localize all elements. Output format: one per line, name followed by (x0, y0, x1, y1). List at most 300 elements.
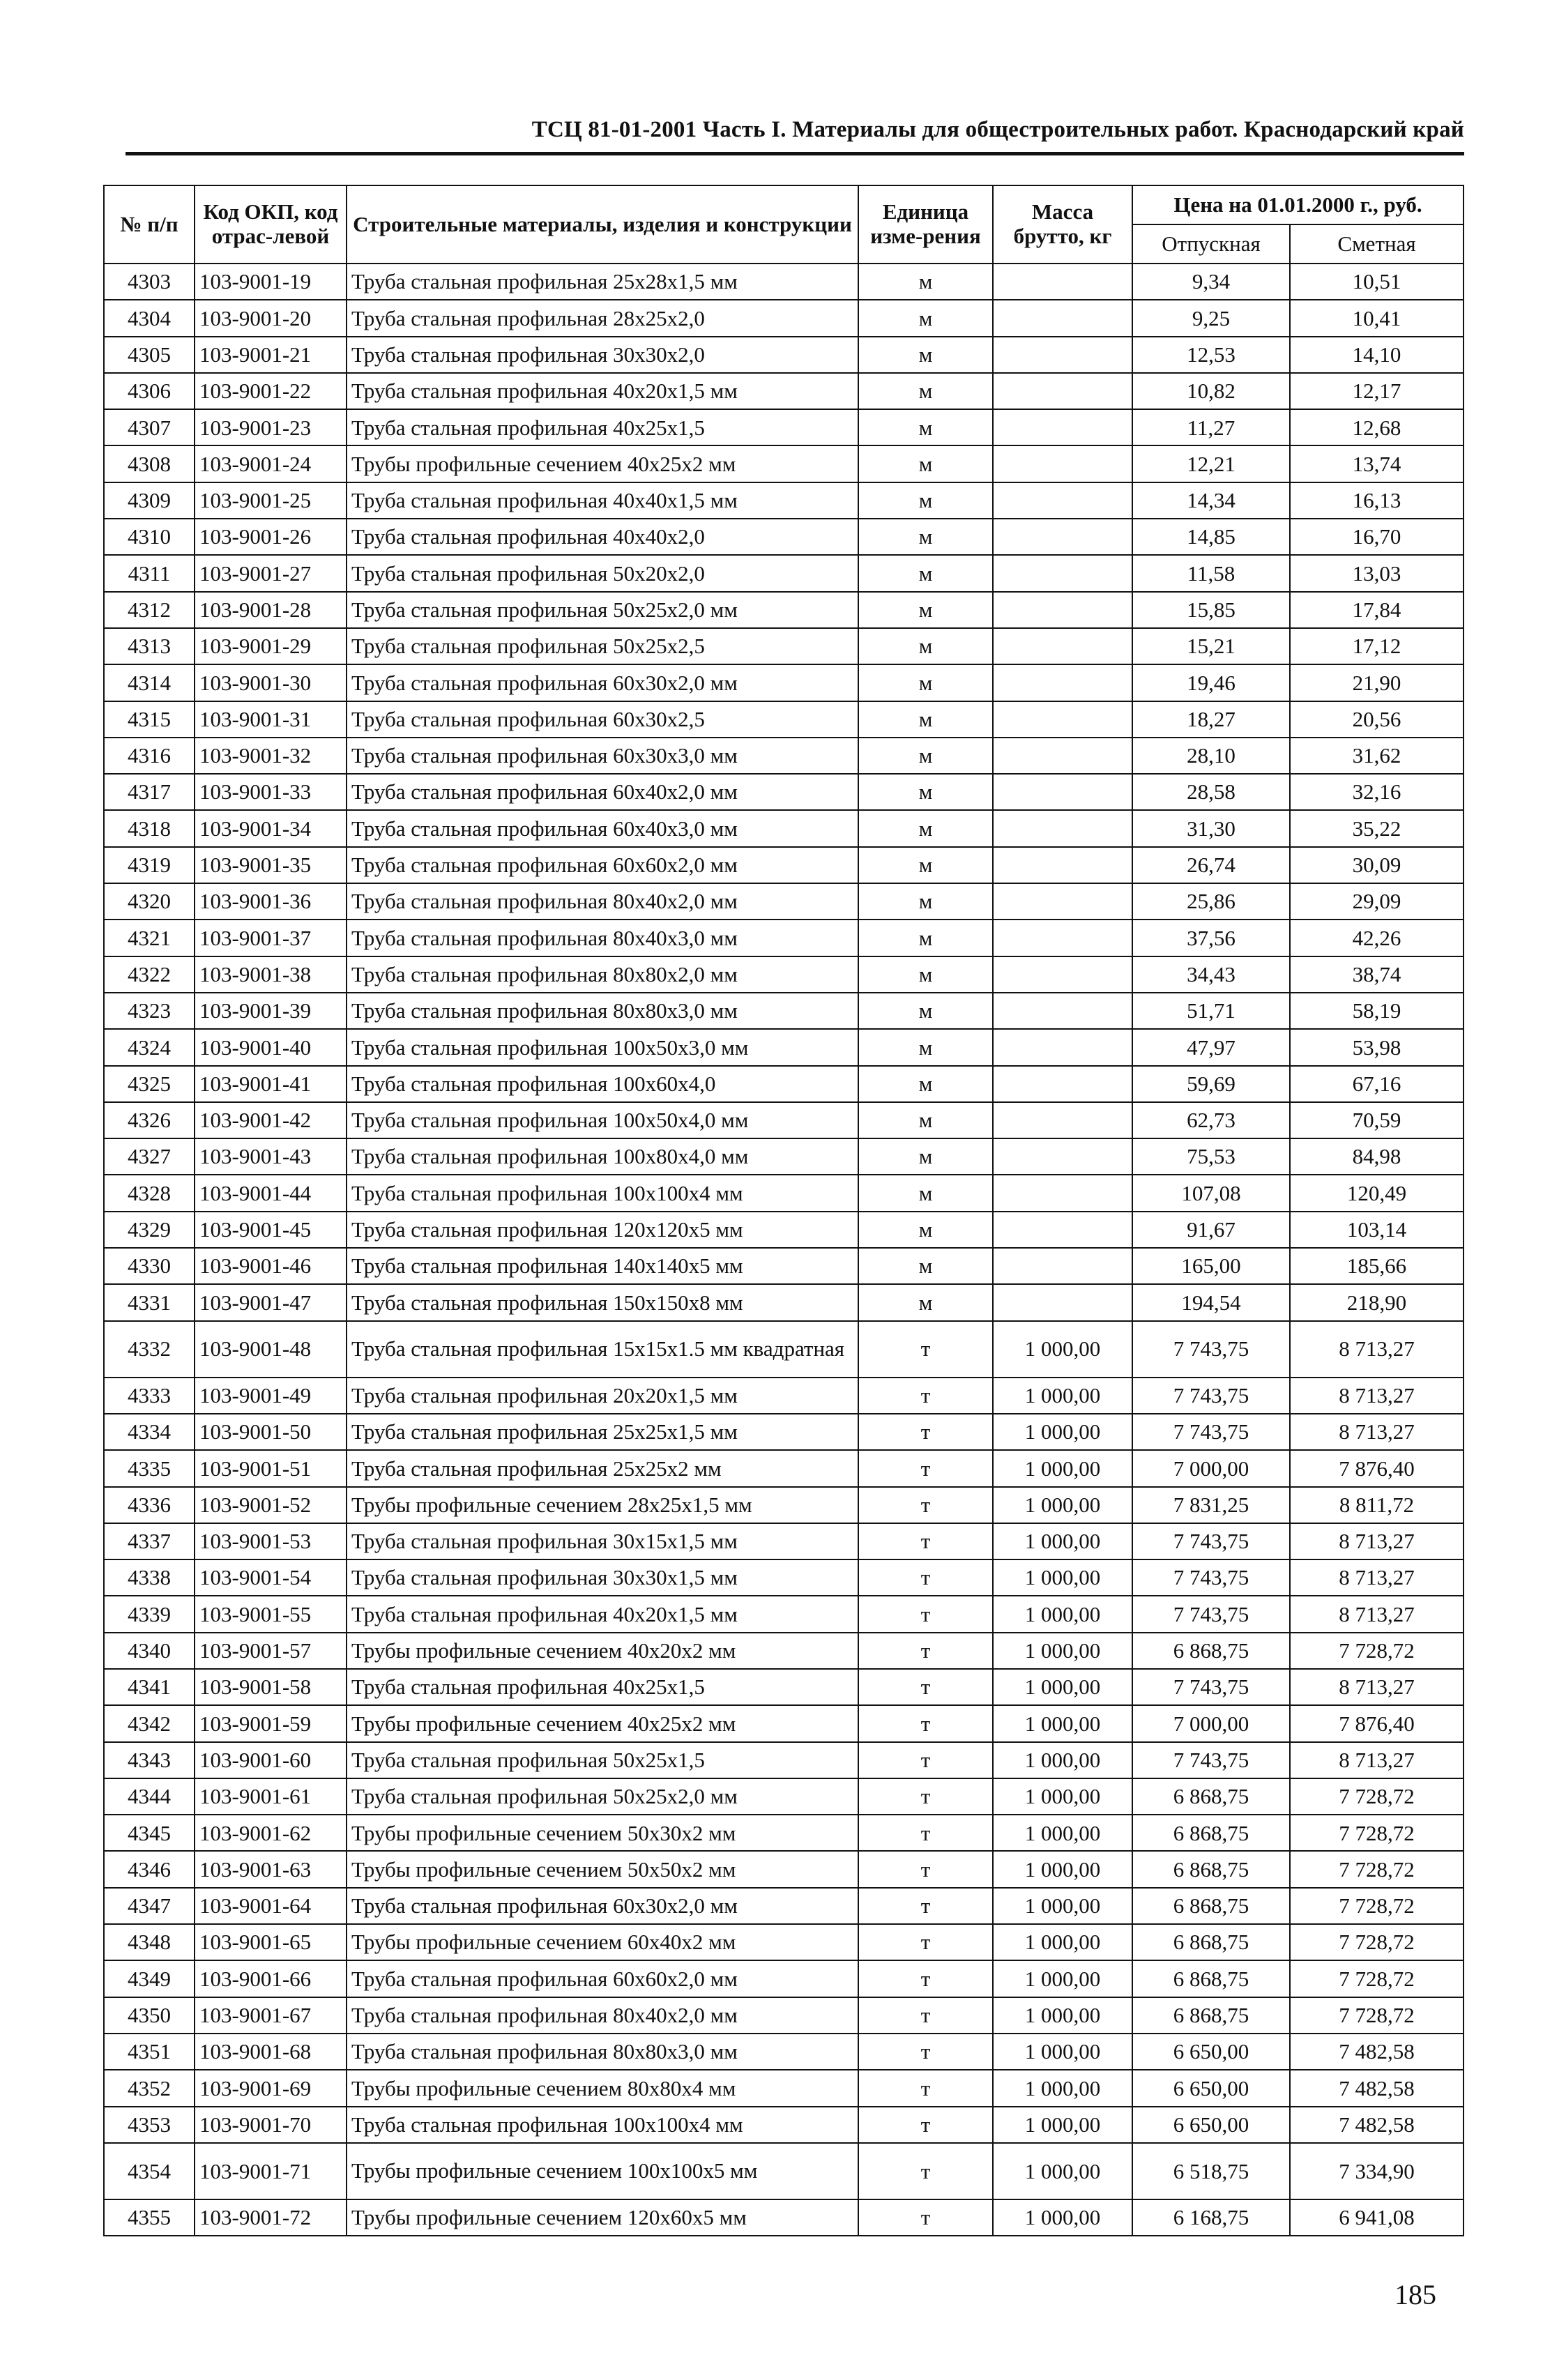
table-row (104, 628, 1464, 664)
price-table (103, 185, 1464, 2236)
cell-sell-price: 6 868,75 (1132, 1960, 1290, 1997)
cell-mass: 1 000,00 (993, 2143, 1132, 2199)
cell-code: 103-9001-61 (195, 1778, 347, 1815)
table-row (104, 1284, 1464, 1320)
cell-name: Труба стальная профильная 15х15х1.5 мм квадратная (347, 1321, 858, 1378)
cell-unit: м (858, 445, 993, 482)
cell-unit: м (858, 738, 993, 774)
cell-sell-price: 14,85 (1132, 519, 1290, 555)
cell-mass: 1 000,00 (993, 1742, 1132, 1778)
cell-num: 4332 (104, 1321, 195, 1378)
cell-estimate-price: 21,90 (1290, 664, 1464, 701)
cell-sell-price: 19,46 (1132, 664, 1290, 701)
cell-estimate-price: 8 713,27 (1290, 1378, 1464, 1414)
cell-estimate-price: 8 713,27 (1290, 1596, 1464, 1632)
cell-estimate-price: 8 713,27 (1290, 1669, 1464, 1705)
cell-mass (993, 956, 1132, 993)
cell-unit: м (858, 1029, 993, 1065)
cell-unit: м (858, 628, 993, 664)
cell-code: 103-9001-39 (195, 993, 347, 1029)
cell-name: Труба стальная профильная 80х80х2,0 мм (347, 956, 858, 993)
cell-name: Труба стальная профильная 60х30х3,0 мм (347, 738, 858, 774)
cell-mass: 1 000,00 (993, 1414, 1132, 1450)
cell-name: Труба стальная профильная 50х25х2,5 (347, 628, 858, 664)
cell-code: 103-9001-40 (195, 1029, 347, 1065)
cell-num: 4341 (104, 1669, 195, 1705)
cell-name: Труба стальная профильная 60х60х2,0 мм (347, 1960, 858, 1997)
cell-num: 4311 (104, 555, 195, 591)
cell-name: Труба стальная профильная 30х30х2,0 (347, 337, 858, 373)
cell-name: Труба стальная профильная 100х80х4,0 мм (347, 1138, 858, 1175)
cell-num: 4313 (104, 628, 195, 664)
table-row (104, 883, 1464, 920)
cell-code: 103-9001-72 (195, 2199, 347, 2236)
cell-sell-price: 14,34 (1132, 482, 1290, 519)
table-row (104, 1851, 1464, 1887)
cell-code: 103-9001-69 (195, 2070, 347, 2106)
table-row (104, 738, 1464, 774)
cell-mass: 1 000,00 (993, 1924, 1132, 1960)
cell-estimate-price: 120,49 (1290, 1175, 1464, 1211)
cell-mass (993, 300, 1132, 336)
cell-estimate-price: 58,19 (1290, 993, 1464, 1029)
cell-mass: 1 000,00 (993, 1997, 1132, 2034)
cell-num: 4316 (104, 738, 195, 774)
cell-sell-price: 28,10 (1132, 738, 1290, 774)
cell-unit: т (858, 2034, 993, 2070)
table-row (104, 1633, 1464, 1669)
cell-sell-price: 9,25 (1132, 300, 1290, 336)
cell-num: 4333 (104, 1378, 195, 1414)
cell-unit: т (858, 1523, 993, 1559)
cell-sell-price: 91,67 (1132, 1212, 1290, 1248)
cell-estimate-price: 8 713,27 (1290, 1523, 1464, 1559)
table-row (104, 409, 1464, 445)
cell-name: Труба стальная профильная 30х15х1,5 мм (347, 1523, 858, 1559)
cell-mass: 1 000,00 (993, 1523, 1132, 1559)
header-rule (126, 152, 1464, 155)
cell-sell-price: 25,86 (1132, 883, 1290, 920)
col-header-unit: Единица изме-рения (858, 185, 993, 264)
cell-sell-price: 107,08 (1132, 1175, 1290, 1211)
cell-estimate-price: 7 482,58 (1290, 2034, 1464, 2070)
cell-name: Труба стальная профильная 30х30х1,5 мм (347, 1559, 858, 1596)
cell-name: Труба стальная профильная 40х25х1,5 (347, 409, 858, 445)
cell-mass (993, 701, 1132, 738)
cell-mass: 1 000,00 (993, 1669, 1132, 1705)
cell-sell-price: 12,53 (1132, 337, 1290, 373)
cell-estimate-price: 14,10 (1290, 337, 1464, 373)
cell-name: Трубы профильные сечением 120х60х5 мм (347, 2199, 858, 2236)
cell-unit: м (858, 482, 993, 519)
cell-estimate-price: 7 728,72 (1290, 1997, 1464, 2034)
cell-sell-price: 7 831,25 (1132, 1487, 1290, 1523)
cell-estimate-price: 17,12 (1290, 628, 1464, 664)
table-row (104, 592, 1464, 628)
cell-estimate-price: 42,26 (1290, 920, 1464, 956)
cell-name: Труба стальная профильная 120х120х5 мм (347, 1212, 858, 1248)
table-row (104, 264, 1464, 300)
table-row (104, 1888, 1464, 1924)
cell-unit: м (858, 337, 993, 373)
cell-sell-price: 59,69 (1132, 1066, 1290, 1102)
cell-mass (993, 810, 1132, 846)
cell-sell-price: 18,27 (1132, 701, 1290, 738)
table-row (104, 2034, 1464, 2070)
cell-code: 103-9001-34 (195, 810, 347, 846)
cell-num: 4306 (104, 373, 195, 409)
cell-num: 4352 (104, 2070, 195, 2106)
cell-estimate-price: 13,74 (1290, 445, 1464, 482)
cell-code: 103-9001-33 (195, 774, 347, 810)
cell-code: 103-9001-27 (195, 555, 347, 591)
cell-name: Трубы профильные сечением 100х100х5 мм (347, 2143, 858, 2199)
cell-sell-price: 7 743,75 (1132, 1669, 1290, 1705)
cell-mass (993, 592, 1132, 628)
cell-unit: т (858, 1851, 993, 1887)
cell-sell-price: 47,97 (1132, 1029, 1290, 1065)
cell-unit: м (858, 920, 993, 956)
table-row (104, 1175, 1464, 1211)
cell-mass (993, 1066, 1132, 1102)
col-header-code: Код ОКП, код отрас-левой (195, 185, 347, 264)
cell-code: 103-9001-24 (195, 445, 347, 482)
cell-code: 103-9001-28 (195, 592, 347, 628)
cell-estimate-price: 84,98 (1290, 1138, 1464, 1175)
cell-code: 103-9001-35 (195, 847, 347, 883)
cell-estimate-price: 13,03 (1290, 555, 1464, 591)
cell-unit: м (858, 555, 993, 591)
cell-unit: т (858, 1559, 993, 1596)
table-row (104, 956, 1464, 993)
cell-code: 103-9001-32 (195, 738, 347, 774)
cell-unit: т (858, 1888, 993, 1924)
cell-name: Труба стальная профильная 80х40х3,0 мм (347, 920, 858, 956)
cell-mass (993, 628, 1132, 664)
cell-num: 4318 (104, 810, 195, 846)
cell-unit: м (858, 883, 993, 920)
cell-unit: т (858, 1378, 993, 1414)
cell-sell-price: 6 650,00 (1132, 2034, 1290, 2070)
table-row (104, 1212, 1464, 1248)
table-row (104, 1815, 1464, 1851)
cell-name: Трубы профильные сечением 28х25х1,5 мм (347, 1487, 858, 1523)
cell-mass: 1 000,00 (993, 1321, 1132, 1378)
cell-code: 103-9001-53 (195, 1523, 347, 1559)
table-row (104, 1559, 1464, 1596)
cell-sell-price: 7 000,00 (1132, 1450, 1290, 1486)
cell-mass (993, 555, 1132, 591)
cell-mass (993, 1284, 1132, 1320)
cell-estimate-price: 6 941,08 (1290, 2199, 1464, 2236)
cell-estimate-price: 103,14 (1290, 1212, 1464, 1248)
table-row (104, 1705, 1464, 1741)
cell-estimate-price: 10,41 (1290, 300, 1464, 336)
cell-sell-price: 15,21 (1132, 628, 1290, 664)
cell-mass (993, 482, 1132, 519)
cell-code: 103-9001-51 (195, 1450, 347, 1486)
cell-code: 103-9001-50 (195, 1414, 347, 1450)
cell-estimate-price: 8 713,27 (1290, 1321, 1464, 1378)
cell-sell-price: 6 868,75 (1132, 1633, 1290, 1669)
cell-name: Труба стальная профильная 140х140х5 мм (347, 1248, 858, 1284)
cell-mass (993, 264, 1132, 300)
cell-mass (993, 738, 1132, 774)
cell-mass (993, 373, 1132, 409)
cell-estimate-price: 17,84 (1290, 592, 1464, 628)
cell-name: Труба стальная профильная 100х50х3,0 мм (347, 1029, 858, 1065)
table-row (104, 1450, 1464, 1486)
cell-sell-price: 7 743,75 (1132, 1378, 1290, 1414)
cell-unit: т (858, 2199, 993, 2236)
cell-unit: т (858, 2070, 993, 2106)
cell-num: 4327 (104, 1138, 195, 1175)
cell-mass: 1 000,00 (993, 2070, 1132, 2106)
cell-sell-price: 7 743,75 (1132, 1596, 1290, 1632)
cell-num: 4312 (104, 592, 195, 628)
cell-estimate-price: 7 482,58 (1290, 2070, 1464, 2106)
cell-name: Трубы профильные сечением 50х50х2 мм (347, 1851, 858, 1887)
cell-name: Труба стальная профильная 50х25х1,5 (347, 1742, 858, 1778)
table-header (104, 185, 1464, 264)
cell-num: 4331 (104, 1284, 195, 1320)
cell-mass: 1 000,00 (993, 1851, 1132, 1887)
cell-unit: м (858, 1212, 993, 1248)
cell-num: 4338 (104, 1559, 195, 1596)
cell-num: 4335 (104, 1450, 195, 1486)
cell-sell-price: 11,58 (1132, 555, 1290, 591)
table-row (104, 2107, 1464, 2143)
cell-name: Труба стальная профильная 60х40х3,0 мм (347, 810, 858, 846)
cell-name: Трубы профильные сечением 80х80х4 мм (347, 2070, 858, 2106)
cell-sell-price: 7 743,75 (1132, 1414, 1290, 1450)
cell-unit: м (858, 1175, 993, 1211)
cell-sell-price: 6 868,75 (1132, 1815, 1290, 1851)
table-row (104, 1378, 1464, 1414)
cell-num: 4314 (104, 664, 195, 701)
col-header-mass: Масса брутто, кг (993, 185, 1132, 264)
table-row (104, 555, 1464, 591)
cell-mass: 1 000,00 (993, 2034, 1132, 2070)
cell-estimate-price: 20,56 (1290, 701, 1464, 738)
cell-unit: м (858, 592, 993, 628)
table-body (104, 264, 1464, 2236)
cell-mass: 1 000,00 (993, 1487, 1132, 1523)
cell-mass: 1 000,00 (993, 1378, 1132, 1414)
cell-estimate-price: 7 728,72 (1290, 1633, 1464, 1669)
cell-estimate-price: 53,98 (1290, 1029, 1464, 1065)
table-row (104, 1924, 1464, 1960)
cell-code: 103-9001-19 (195, 264, 347, 300)
cell-code: 103-9001-67 (195, 1997, 347, 2034)
cell-num: 4328 (104, 1175, 195, 1211)
cell-unit: т (858, 1997, 993, 2034)
col-header-price-group: Цена на 01.01.2000 г., руб. (1132, 185, 1464, 224)
cell-mass: 1 000,00 (993, 1888, 1132, 1924)
cell-sell-price: 6 518,75 (1132, 2143, 1290, 2199)
cell-mass: 1 000,00 (993, 1450, 1132, 1486)
cell-unit: т (858, 1705, 993, 1741)
cell-code: 103-9001-71 (195, 2143, 347, 2199)
cell-unit: м (858, 847, 993, 883)
table-row (104, 1596, 1464, 1632)
cell-name: Трубы профильные сечением 40х25х2 мм (347, 445, 858, 482)
cell-unit: м (858, 264, 993, 300)
cell-estimate-price: 70,59 (1290, 1102, 1464, 1138)
cell-code: 103-9001-41 (195, 1066, 347, 1102)
cell-unit: т (858, 1742, 993, 1778)
cell-sell-price: 9,34 (1132, 264, 1290, 300)
cell-num: 4323 (104, 993, 195, 1029)
cell-code: 103-9001-31 (195, 701, 347, 738)
cell-estimate-price: 7 728,72 (1290, 1888, 1464, 1924)
cell-code: 103-9001-64 (195, 1888, 347, 1924)
cell-code: 103-9001-37 (195, 920, 347, 956)
cell-num: 4324 (104, 1029, 195, 1065)
cell-sell-price: 7 743,75 (1132, 1321, 1290, 1378)
cell-num: 4320 (104, 883, 195, 920)
cell-name: Труба стальная профильная 80х40х2,0 мм (347, 883, 858, 920)
cell-name: Труба стальная профильная 40х40х2,0 (347, 519, 858, 555)
cell-unit: м (858, 993, 993, 1029)
cell-sell-price: 6 868,75 (1132, 1778, 1290, 1815)
table-row (104, 1778, 1464, 1815)
cell-num: 4340 (104, 1633, 195, 1669)
cell-mass (993, 409, 1132, 445)
cell-num: 4354 (104, 2143, 195, 2199)
cell-num: 4307 (104, 409, 195, 445)
cell-sell-price: 6 868,75 (1132, 1851, 1290, 1887)
table-row (104, 519, 1464, 555)
cell-unit: м (858, 1066, 993, 1102)
cell-mass (993, 337, 1132, 373)
cell-unit: м (858, 701, 993, 738)
cell-sell-price: 34,43 (1132, 956, 1290, 993)
cell-sell-price: 6 868,75 (1132, 1924, 1290, 1960)
cell-estimate-price: 16,70 (1290, 519, 1464, 555)
cell-sell-price: 6 650,00 (1132, 2107, 1290, 2143)
table-row (104, 445, 1464, 482)
table-row (104, 1066, 1464, 1102)
table-row (104, 337, 1464, 373)
cell-name: Труба стальная профильная 80х80х3,0 мм (347, 993, 858, 1029)
cell-code: 103-9001-54 (195, 1559, 347, 1596)
cell-code: 103-9001-42 (195, 1102, 347, 1138)
cell-code: 103-9001-49 (195, 1378, 347, 1414)
table-row (104, 847, 1464, 883)
cell-mass (993, 993, 1132, 1029)
cell-sell-price: 6 868,75 (1132, 1888, 1290, 1924)
cell-code: 103-9001-70 (195, 2107, 347, 2143)
cell-sell-price: 37,56 (1132, 920, 1290, 956)
cell-name: Труба стальная профильная 50х25х2,0 мм (347, 592, 858, 628)
cell-num: 4310 (104, 519, 195, 555)
table-row (104, 1102, 1464, 1138)
cell-num: 4349 (104, 1960, 195, 1997)
cell-code: 103-9001-65 (195, 1924, 347, 1960)
cell-mass: 1 000,00 (993, 1596, 1132, 1632)
cell-num: 4336 (104, 1487, 195, 1523)
cell-code: 103-9001-68 (195, 2034, 347, 2070)
cell-sell-price: 26,74 (1132, 847, 1290, 883)
cell-mass (993, 883, 1132, 920)
cell-num: 4329 (104, 1212, 195, 1248)
cell-mass (993, 1175, 1132, 1211)
cell-estimate-price: 7 728,72 (1290, 1778, 1464, 1815)
cell-num: 4322 (104, 956, 195, 993)
cell-estimate-price: 7 728,72 (1290, 1851, 1464, 1887)
cell-code: 103-9001-26 (195, 519, 347, 555)
cell-sell-price: 10,82 (1132, 373, 1290, 409)
cell-code: 103-9001-60 (195, 1742, 347, 1778)
cell-mass (993, 847, 1132, 883)
cell-unit: т (858, 1414, 993, 1450)
table-row (104, 1523, 1464, 1559)
cell-unit: т (858, 1778, 993, 1815)
cell-sell-price: 7 743,75 (1132, 1559, 1290, 1596)
table-row (104, 664, 1464, 701)
cell-estimate-price: 35,22 (1290, 810, 1464, 846)
cell-sell-price: 7 743,75 (1132, 1523, 1290, 1559)
cell-unit: м (858, 956, 993, 993)
cell-code: 103-9001-57 (195, 1633, 347, 1669)
cell-estimate-price: 30,09 (1290, 847, 1464, 883)
cell-estimate-price: 67,16 (1290, 1066, 1464, 1102)
cell-name: Труба стальная профильная 100х50х4,0 мм (347, 1102, 858, 1138)
cell-name: Труба стальная профильная 20х20х1,5 мм (347, 1378, 858, 1414)
cell-sell-price: 165,00 (1132, 1248, 1290, 1284)
cell-unit: м (858, 409, 993, 445)
cell-unit: т (858, 1960, 993, 1997)
col-header-estimate: Сметная (1290, 224, 1464, 264)
cell-sell-price: 194,54 (1132, 1284, 1290, 1320)
table-row (104, 774, 1464, 810)
cell-code: 103-9001-43 (195, 1138, 347, 1175)
cell-unit: м (858, 1102, 993, 1138)
cell-code: 103-9001-66 (195, 1960, 347, 1997)
cell-sell-price: 62,73 (1132, 1102, 1290, 1138)
cell-unit: т (858, 1633, 993, 1669)
cell-estimate-price: 31,62 (1290, 738, 1464, 774)
cell-name: Труба стальная профильная 40х20х1,5 мм (347, 373, 858, 409)
table-row (104, 810, 1464, 846)
cell-unit: т (858, 1450, 993, 1486)
cell-estimate-price: 7 334,90 (1290, 2143, 1464, 2199)
cell-num: 4344 (104, 1778, 195, 1815)
cell-name: Труба стальная профильная 60х30х2,0 мм (347, 664, 858, 701)
cell-name: Трубы профильные сечением 40х25х2 мм (347, 1705, 858, 1741)
cell-sell-price: 6 650,00 (1132, 2070, 1290, 2106)
cell-name: Труба стальная профильная 150х150х8 мм (347, 1284, 858, 1320)
cell-estimate-price: 16,13 (1290, 482, 1464, 519)
cell-unit: м (858, 519, 993, 555)
table-row (104, 1321, 1464, 1378)
cell-num: 4348 (104, 1924, 195, 1960)
table-row (104, 1960, 1464, 1997)
cell-code: 103-9001-47 (195, 1284, 347, 1320)
cell-unit: т (858, 1321, 993, 1378)
cell-name: Трубы профильные сечением 40х20х2 мм (347, 1633, 858, 1669)
cell-unit: т (858, 1596, 993, 1632)
cell-code: 103-9001-38 (195, 956, 347, 993)
cell-num: 4321 (104, 920, 195, 956)
cell-unit: м (858, 664, 993, 701)
cell-estimate-price: 7 482,58 (1290, 2107, 1464, 2143)
cell-mass (993, 1029, 1132, 1065)
cell-code: 103-9001-30 (195, 664, 347, 701)
cell-mass (993, 1248, 1132, 1284)
cell-name: Труба стальная профильная 100х100х4 мм (347, 2107, 858, 2143)
